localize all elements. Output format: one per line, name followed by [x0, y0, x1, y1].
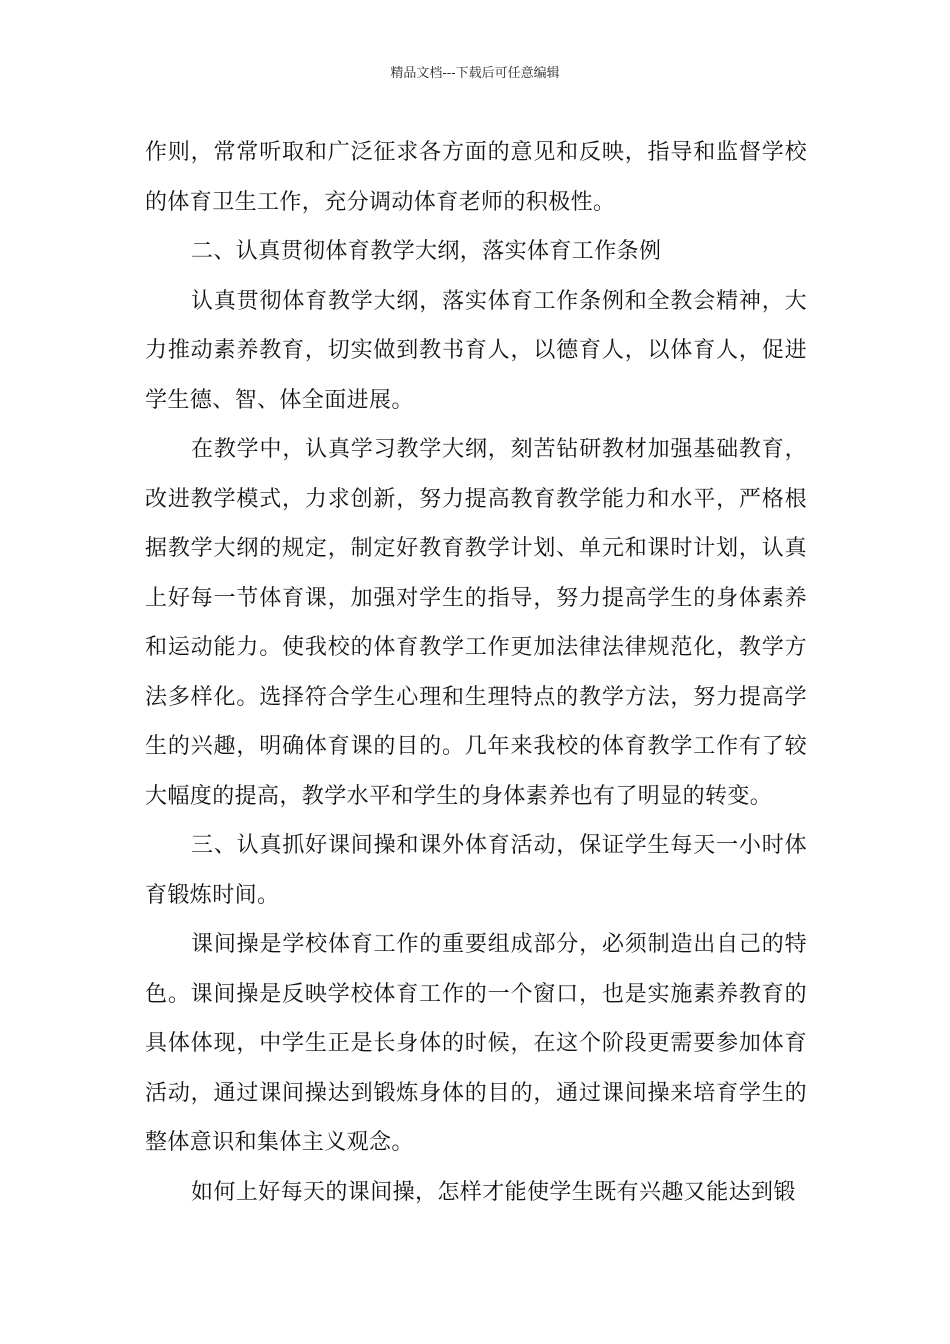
- document-body: [145, 128, 807, 1217]
- paragraph-3: 认真贯彻体育教学大纲，落实体育工作条例和全教会精神，大力推动素养教育，切实做到教书育人，以德育人，以体育人，促进学生德、智、体全面进展。: [145, 288, 807, 413]
- paragraph-7: 如何上好每天的课间操，怎样才能使学生既有兴趣又能达到锻: [191, 1179, 796, 1205]
- paragraph-1: 作则，常常听取和广泛征求各方面的意见和反映，指导和监督学校的体育卫生工作，充分调动体育老师的积极性。: [145, 140, 807, 215]
- section-heading-3: 三、认真抓好课间操和课外体育活动，保证学生每天一小时体育锻炼时间。: [145, 833, 807, 908]
- paragraph-6: 课间操是学校体育工作的重要组成部分，必须制造出自己的特色。课间操是反映学校体育工作的一个窗口，也是实施素养教育的具体体现，中学生正是长身体的时候，在这个阶段更需要参加体育活动，通过课间操达到锻炼身体的目的，通过课间操来培育学生的整体意识和集体主义观念。: [145, 932, 807, 1155]
- page-header: 精品文档---下载后可任意编辑: [390, 66, 560, 81]
- paragraph-4: 在教学中，认真学习教学大纲，刻苦钻研教材加强基础教育，改进教学模式，力求创新，努力提高教育教学能力和水平，严格根据教学大纲的规定，制定好教育教学计划、单元和课时计划，认真上好每一节体育课，加强对学生的指导，努力提高学生的身体素养和运动能力。使我校的体育教学工作更加法律法律规范化，教学方法多样化。选择符合学生心理和生理特点的教学方法，努力提高学生的兴趣，明确体育课的目的。几年来我校的体育教学工作有了较大幅度的提高，教学水平和学生的身体素养也有了明显的转变。: [145, 437, 807, 809]
- section-heading-2: 二、认真贯彻体育教学大纲，落实体育工作条例: [191, 239, 662, 264]
